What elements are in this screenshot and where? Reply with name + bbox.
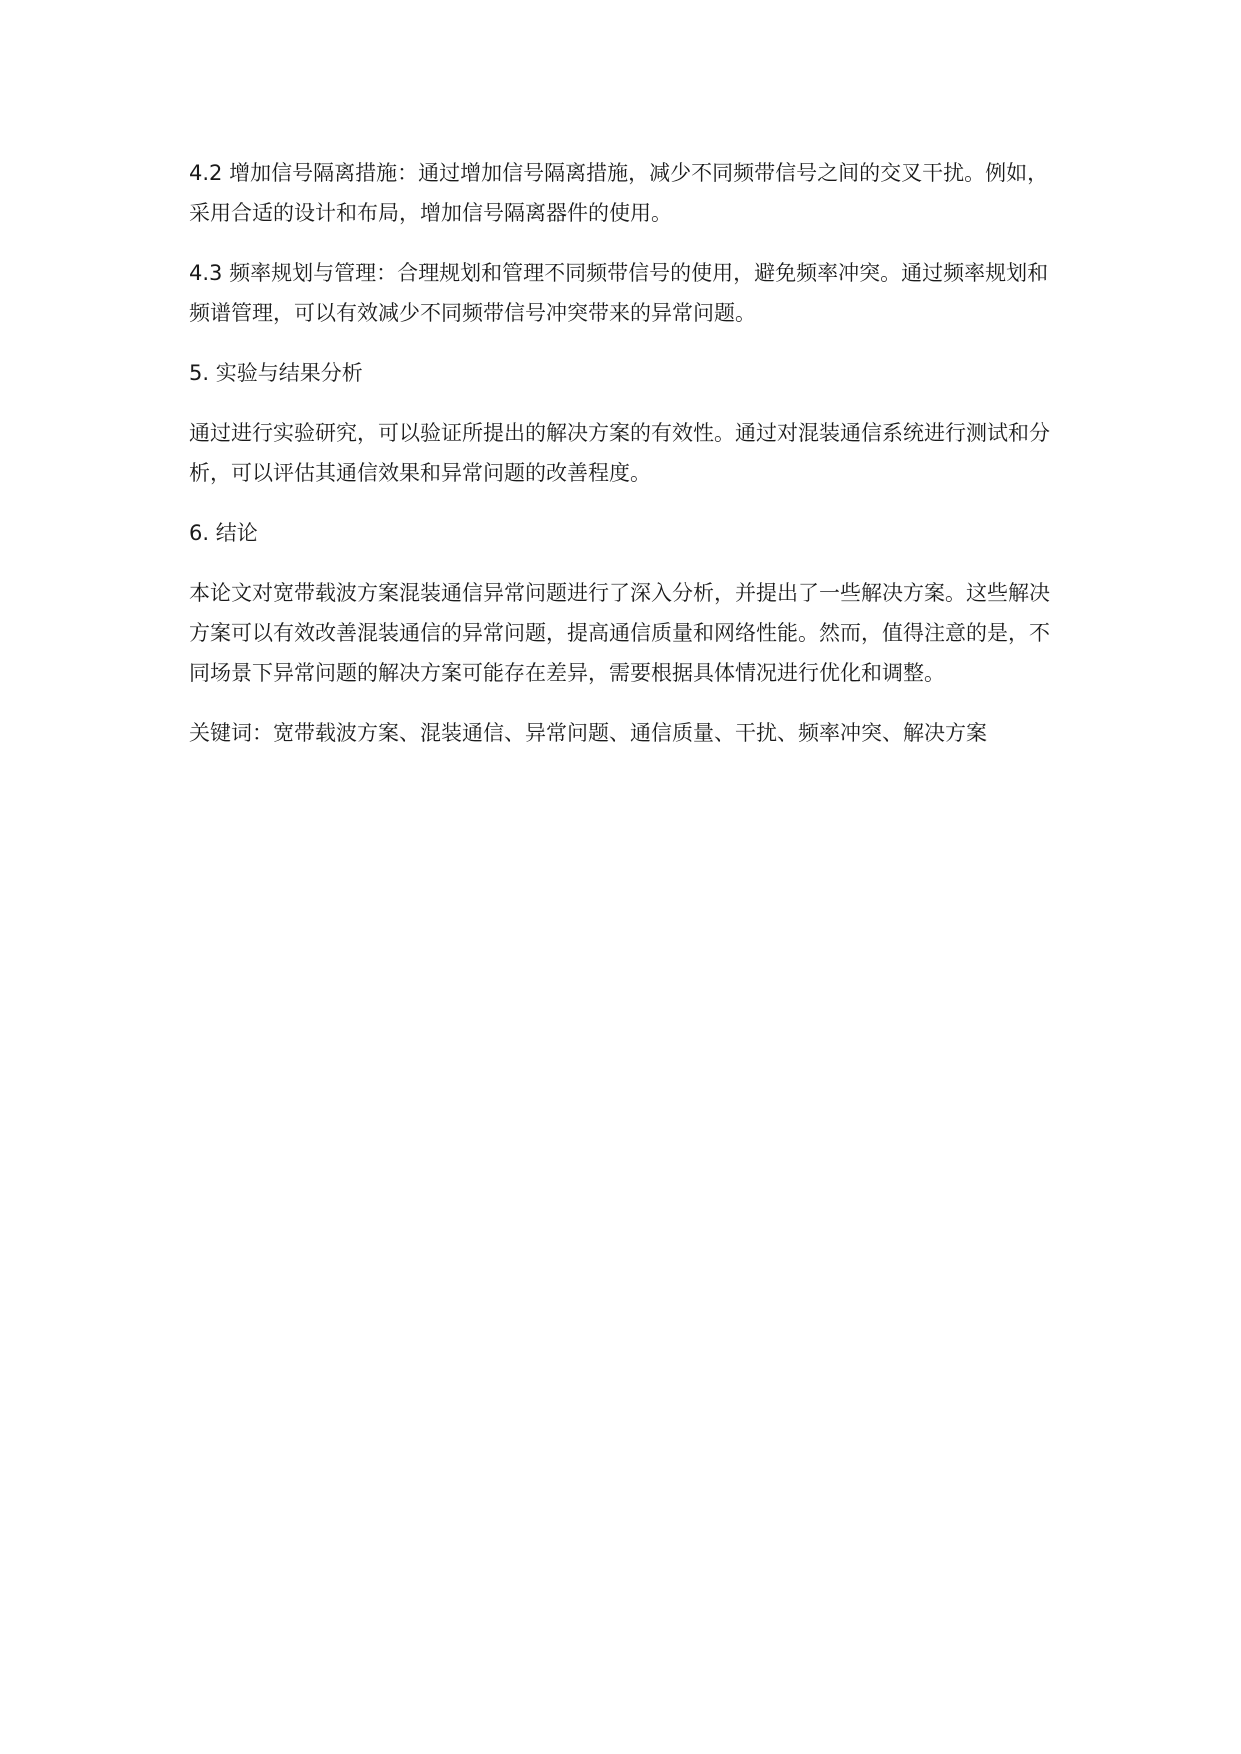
paragraph-conclusion: 本论文对宽带载波方案混装通信异常问题进行了深入分析，并提出了一些解决方案。这些解决方案可以有效改善混装通信的异常问题，提高通信质量和网络性能。然而，值得注意的是，不同场景下异常问题的解决方案可能存在差异，需要根据具体情况进行优化和调整。	[189, 581, 1050, 685]
paragraph-4-3: 4.3 频率规划与管理：合理规划和管理不同频带信号的使用，避免频率冲突。通过频率规划和频谱管理，可以有效减少不同频带信号冲突带来的异常问题。	[189, 261, 1049, 325]
section-heading-6: 6. 结论	[189, 521, 258, 545]
document-body	[189, 153, 1057, 773]
keywords-line: 关键词：宽带载波方案、混装通信、异常问题、通信质量、干扰、频率冲突、解决方案	[189, 721, 987, 745]
paragraph-4-2: 4.2 增加信号隔离措施：通过增加信号隔离措施，减少不同频带信号之间的交叉干扰。例如，采用合适的设计和布局，增加信号隔离器件的使用。	[189, 161, 1049, 225]
paragraph-section-5: 通过进行实验研究，可以验证所提出的解决方案的有效性。通过对混装通信系统进行测试和分析，可以评估其通信效果和异常问题的改善程度。	[189, 421, 1050, 485]
section-heading-5: 5. 实验与结果分析	[189, 361, 363, 385]
